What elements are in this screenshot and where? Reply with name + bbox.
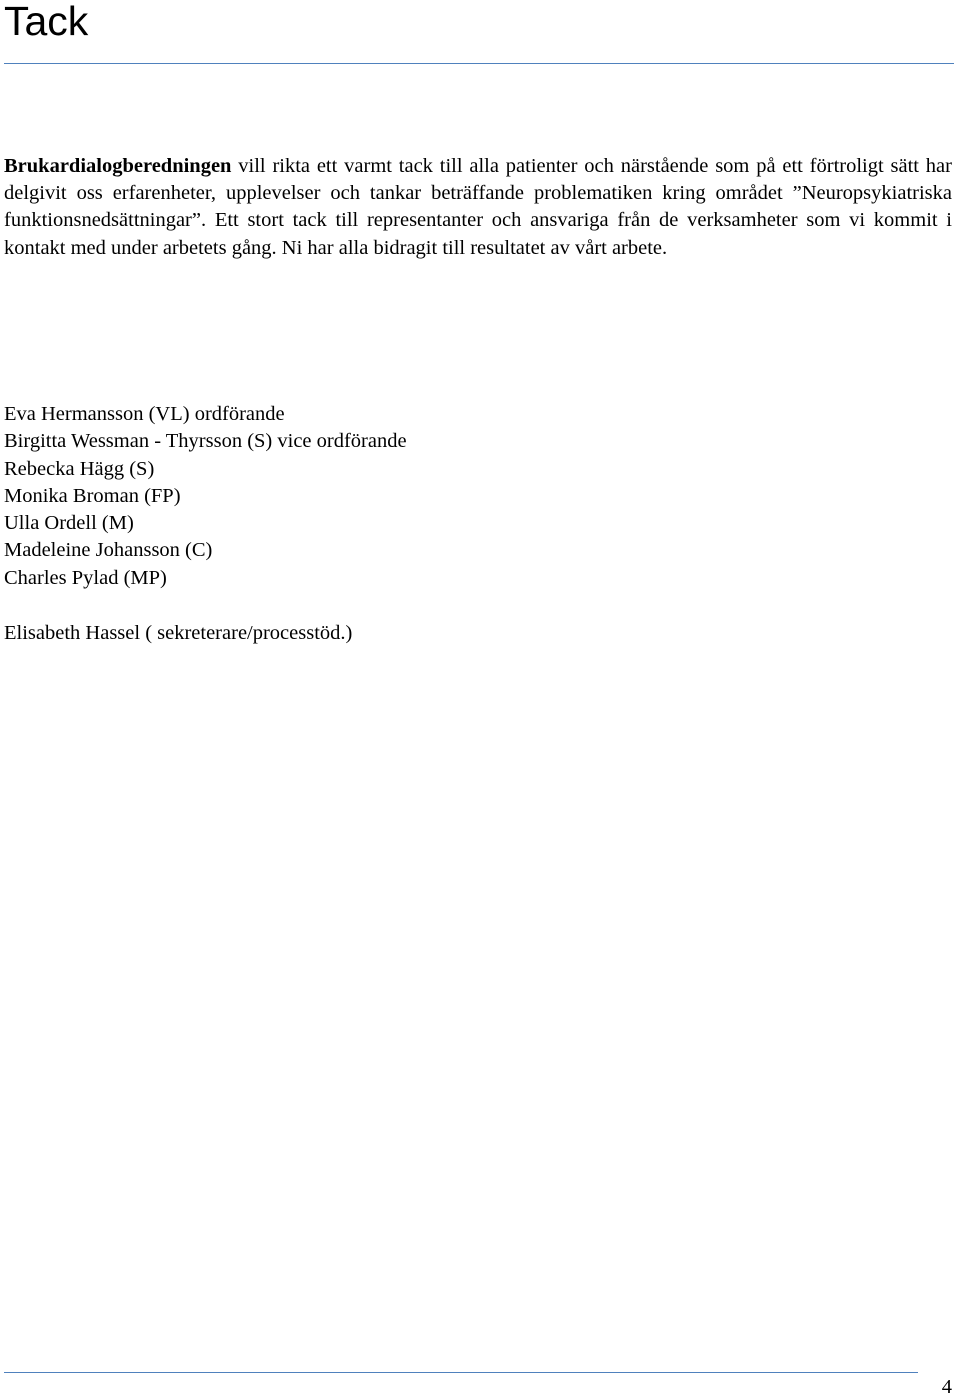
member-item: Birgitta Wessman - Thyrsson (S) vice ordförande xyxy=(4,430,407,453)
member-item: Ulla Ordell (M) xyxy=(4,512,134,535)
member-item: Charles Pylad (MP) xyxy=(4,566,167,589)
member-item: Monika Broman (FP) xyxy=(4,484,181,507)
page-number: 4 xyxy=(941,1376,952,1398)
member-item: Madeleine Johansson (C) xyxy=(4,539,213,562)
heading-divider xyxy=(4,63,954,64)
intro-lead: Brukardialogberedningen xyxy=(4,155,232,177)
footer-divider xyxy=(4,1372,918,1373)
page-title: Tack xyxy=(4,0,89,44)
secretary-line: Elisabeth Hassel ( sekreterare/processtöd.) xyxy=(4,622,353,644)
member-item: Rebecka Hägg (S) xyxy=(4,457,155,480)
intro-paragraph xyxy=(4,153,952,262)
member-item: Eva Hermansson (VL) ordförande xyxy=(4,403,285,425)
member-list xyxy=(4,401,407,592)
intro-text: vill rikta ett varmt tack till alla patienter och närstående som på ett förtroligt sätt har delgivit oss erfarenheter, upplevelser och tankar beträffande problematiken kring området ”Neuropsykiatriska funktionsnedsättningar”. Ett stort tack till representanter och ansvariga från de verksamheter som vi kommit i kontakt med under arbetets gång. Ni har alla bidragit till resultatet av vårt arbete. xyxy=(4,155,952,259)
